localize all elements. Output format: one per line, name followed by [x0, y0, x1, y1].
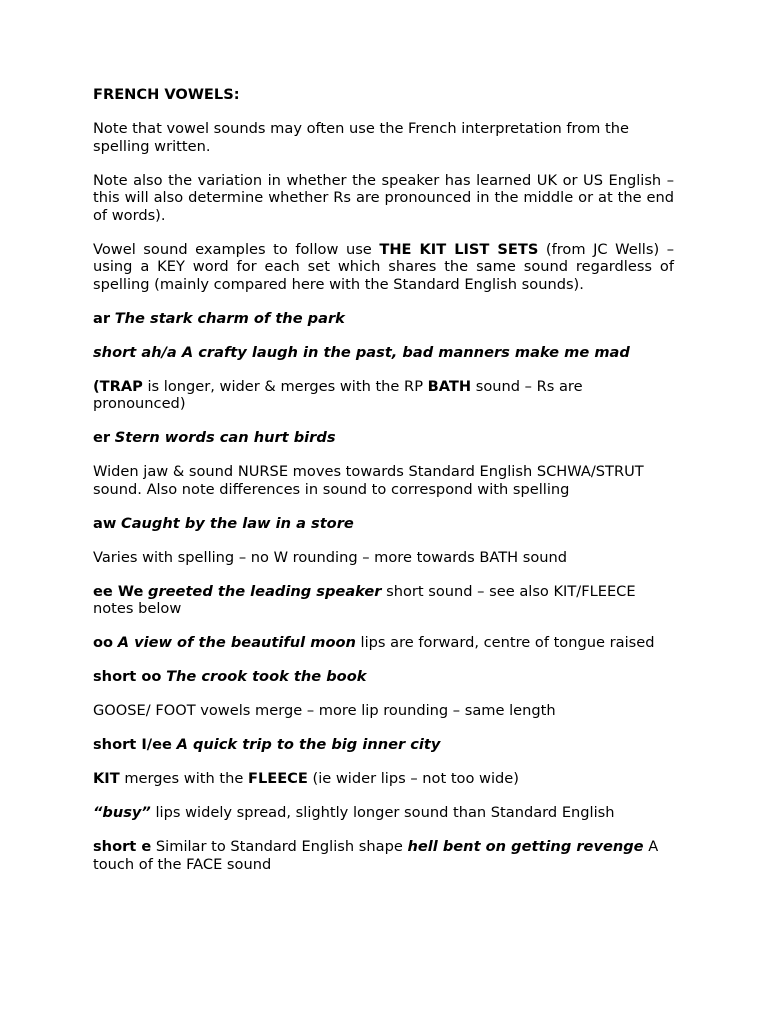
kit-fleece-note: KIT merges with the FLEECE (ie wider lips – not too wide) [93, 770, 519, 787]
vowel-er-heading: er Stern words can hurt birds [93, 429, 336, 446]
vowel-aw-heading: aw Caught by the law in a store [93, 514, 354, 532]
aw-note: Varies with spelling – no W rounding – more towards BATH sound [93, 548, 568, 566]
vowel-short-ah-heading: short ah/a A crafty laugh in the past, bad manners make me mad [93, 343, 630, 361]
vowel-short-e-heading: short e Similar to Standard English shape hell bent on getting revenge A touch of the FACE sound [93, 838, 659, 873]
vowel-oo-heading: oo A view of the beautiful moon lips are forward, centre of tongue raised [93, 634, 655, 651]
trap-note: (TRAP is longer, wider & merges with the RP BATH sound – Rs are pronounced) [93, 377, 583, 412]
kit-list-paragraph: Vowel sound examples to follow use THE KIT LIST SETS (from JC Wells) – using a KEY word for each set which shares the same sound regardless of spelling (mainly compared here with the Standard English sounds). [93, 240, 674, 293]
vowel-short-i-heading: short I/ee A quick trip to the big inner city [93, 736, 441, 753]
nurse-note: Widen jaw & sound NURSE moves towards Standard English SCHWA/STRUT sound. Also note differences in sound to correspond with spelling [93, 463, 644, 498]
vowel-ar-heading: ar The stark charm of the park [93, 309, 345, 327]
vowel-ee-heading: ee We greeted the leading speaker short sound – see also KIT/FLEECE notes below [93, 582, 636, 617]
page-title: FRENCH VOWELS: [93, 86, 240, 103]
intro-paragraph: Note that vowel sounds may often use the French interpretation from the spelling written. [93, 120, 629, 155]
vowel-short-oo-heading: short oo The crook took the book [93, 668, 367, 685]
goose-foot-note: GOOSE/ FOOT vowels merge – more lip rounding – same length [93, 702, 556, 719]
busy-note: “busy” lips widely spread, slightly longer sound than Standard English [93, 804, 615, 821]
variation-paragraph: Note also the variation in whether the speaker has learned UK or US English – this will also determine whether Rs are pronounced in the middle or at the end of words). [93, 171, 674, 224]
